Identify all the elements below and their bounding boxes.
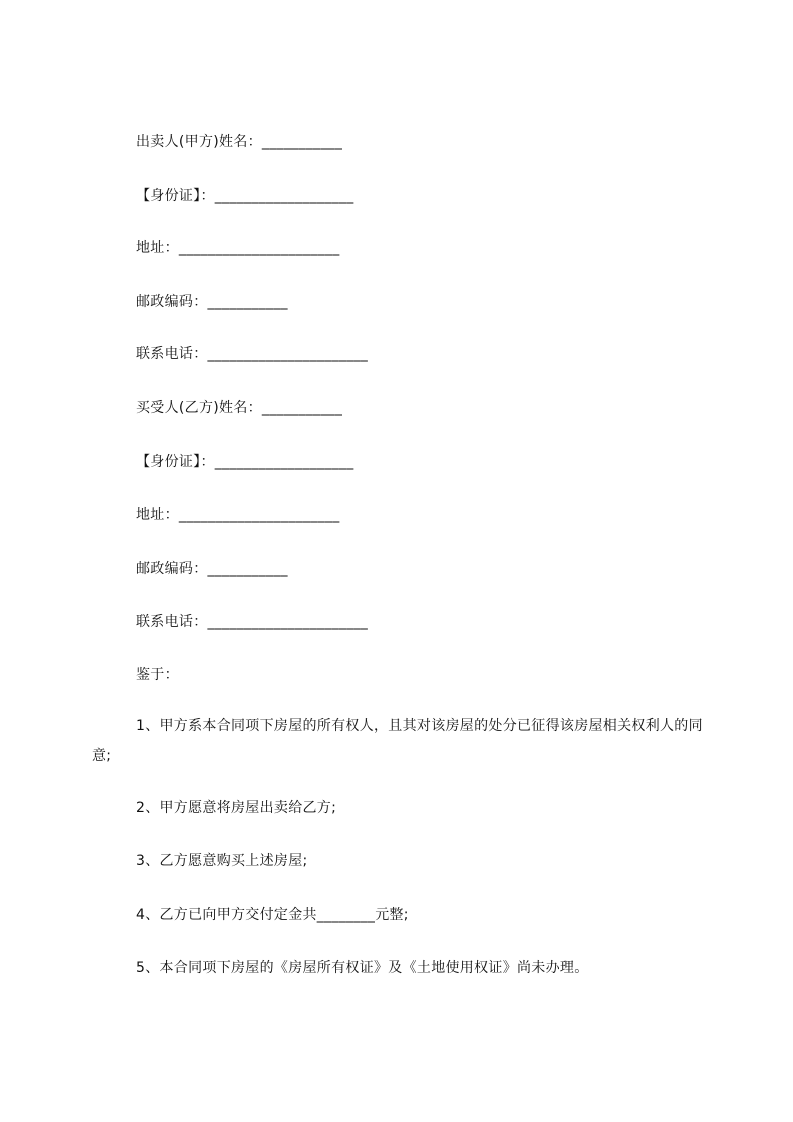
- seller-address-field: 地址：______________________: [136, 240, 340, 256]
- seller-id-field: 【身份证】：___________________: [136, 188, 354, 204]
- whereas-item-2: 2、甲方愿意将房屋出卖给乙方;: [136, 800, 337, 816]
- buyer-postcode-field: 邮政编码：___________: [136, 561, 288, 577]
- whereas-heading: 鉴于：: [136, 667, 179, 683]
- seller-postcode-field: 邮政编码：___________: [136, 294, 288, 310]
- buyer-id-field: 【身份证】：___________________: [136, 454, 354, 470]
- whereas-item-1: 1、甲方系本合同项下房屋的所有权人，且其对该房屋的处分已征得该房屋相关权利人的同意;: [92, 718, 703, 764]
- buyer-name-field: 买受人(乙方)姓名：___________: [136, 400, 343, 416]
- whereas-item-3: 3、乙方愿意购买上述房屋;: [136, 853, 308, 869]
- whereas-item-4: 4、乙方已向甲方交付定金共________元整;: [136, 907, 409, 923]
- buyer-phone-field: 联系电话：______________________: [136, 614, 369, 630]
- buyer-address-field: 地址：______________________: [136, 507, 340, 523]
- seller-phone-field: 联系电话：______________________: [136, 346, 369, 362]
- whereas-item-5: 5、本合同项下房屋的《房屋所有权证》及《土地使用权证》尚未办理。: [136, 960, 589, 976]
- seller-name-field: 出卖人(甲方)姓名：___________: [136, 134, 343, 150]
